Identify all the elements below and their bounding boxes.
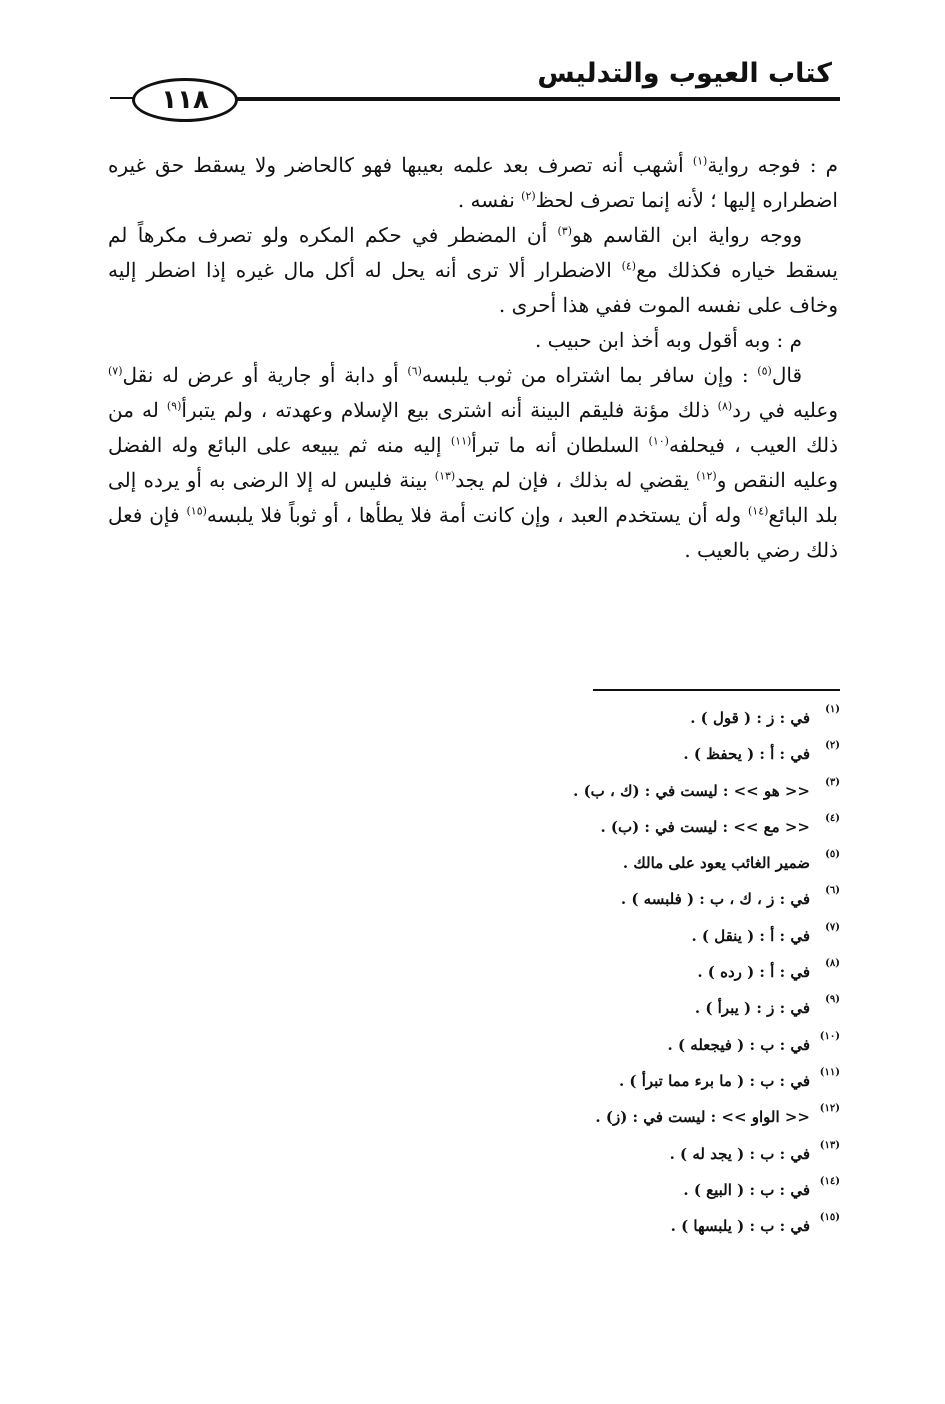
footnote <box>400 990 840 1026</box>
footnote-reference: (٥) <box>757 364 772 378</box>
paragraph-text: أو دابة أو جارية أو عرض له نقل <box>122 363 408 387</box>
footnote <box>400 918 840 954</box>
footnote-number: (١٥) <box>819 1212 840 1224</box>
footnote-text: في : ب : ( فيجعله ) . <box>667 1035 810 1054</box>
header-rule <box>200 97 840 101</box>
footnote-text: في : ز ، ك ، ب : ( فلبسه ) . <box>620 890 810 909</box>
footnote-number: (١٣) <box>819 1139 840 1151</box>
paragraph-text: بينة فليس له إلا الرضى به أو يرده إلى بلد البائع <box>108 468 838 527</box>
paragraph-text: م : وبه أقول وبه أخذ ابن حبيب . <box>534 328 802 352</box>
paragraph-text: الاضطرار ألا ترى أنه يحل له أكل مال غيره إذا اضطر إليه وخاف على نفسه الموت ففي هذا أحرى . <box>108 258 838 317</box>
footnote-reference: (٩) <box>166 399 182 413</box>
footnote-reference: (١١) <box>450 434 472 448</box>
paragraph-text: إليه منه ثم يبيعه على البائع وله الفضل وعليه النقص و <box>108 433 839 492</box>
footnote-number: (١٢) <box>819 1103 840 1115</box>
footnote-number: (٧) <box>825 921 840 933</box>
footnote-reference: (١٣) <box>434 469 456 483</box>
footnote-text: في : ب : ( يجد له ) . <box>669 1144 810 1163</box>
footnote-reference: (٣) <box>557 224 572 238</box>
footnote-text: في : ب : ( ما برء مما تبرأ ) . <box>618 1071 810 1090</box>
paragraph-text: ذلك مؤنة فليقم البينة أنه اشترى بيع الإسلام وعهدته ، ولم يتبرأ <box>181 398 718 422</box>
footnote-reference: (١٤) <box>748 504 769 518</box>
paragraph <box>108 148 838 218</box>
footnote-reference: (٧) <box>108 364 123 378</box>
footnote-text: في : ز : ( يبرأ ) . <box>694 999 810 1018</box>
footnote-number: (٦) <box>825 885 840 897</box>
footnote-number: (١٤) <box>819 1175 840 1187</box>
footnote-number: (٩) <box>825 994 840 1006</box>
paragraph-text: أن المضطر في حكم المكره ولو تصرف مكرهاً لم يسقط خياره فكذلك مع <box>108 223 838 282</box>
footnote <box>400 881 840 917</box>
footnote <box>400 1208 840 1244</box>
paragraph-text: : وإن سافر بما اشتراه من ثوب يلبسه <box>421 363 758 387</box>
footnote-number: (١٠) <box>819 1030 840 1042</box>
paragraph-text: ووجه رواية ابن القاسم هو <box>571 223 802 247</box>
footnote-text: في : أ : ( يحفظ ) . <box>683 745 810 764</box>
paragraph <box>108 358 838 568</box>
footnote <box>400 1063 840 1099</box>
page-header <box>110 50 840 120</box>
footnote-number: (٨) <box>825 958 840 970</box>
footnote-text: في : أ : ( ينقل ) . <box>691 926 810 945</box>
footnote-text: ضمير الغائب يعود على مالك . <box>622 854 810 873</box>
footnote <box>400 1027 840 1063</box>
paragraph-text: له من ذلك العيب ، فيحلفه <box>108 398 839 457</box>
book-title: كتاب العيوب والتدليس <box>537 58 832 89</box>
paragraph-text: م : فوجه رواية <box>707 153 838 177</box>
footnote-text: في : ز : ( قول ) . <box>690 709 810 727</box>
paragraph-text: فإن فعل ذلك رضي بالعيب . <box>108 503 838 562</box>
footnote-reference: (٨) <box>717 399 733 413</box>
footnote-reference: (٤) <box>621 259 637 273</box>
footnote <box>400 1099 840 1135</box>
paragraph-text: يقضي له بذلك ، فإن لم يجد <box>455 468 697 492</box>
footnote-reference: (١٠) <box>648 434 669 448</box>
footnote-number: (١١) <box>819 1066 840 1078</box>
paragraph-text: أشهب أنه تصرف بعد علمه بعيبها فهو كالحاضر ولا يسقط حق غيره اضطراره إليها ؛ لأنه إنما تصرف لحظ <box>108 153 838 212</box>
footnote-text: في : أ : ( رده ) . <box>697 963 810 982</box>
footnotes-list <box>400 700 840 1244</box>
footnote-text: << مع >> : ليست في : (ب) . <box>600 817 810 836</box>
paragraph-text: وعليه في رد <box>732 398 838 422</box>
paragraph <box>108 218 838 323</box>
footnote <box>400 809 840 845</box>
page-number: ١١٨ <box>132 78 238 122</box>
paragraph <box>108 323 838 358</box>
footnote-reference: (١٢) <box>696 469 717 483</box>
footnote-reference: (٦) <box>407 364 422 378</box>
paragraph-text: قال <box>771 363 802 387</box>
footnote-text: << هو >> : ليست في : (ك ، ب) . <box>573 781 810 800</box>
footnote-separator <box>593 689 840 691</box>
footnote-number: (٢) <box>825 740 840 752</box>
footnote-text: في : ب : ( البيع ) . <box>683 1180 810 1199</box>
main-text <box>108 148 838 568</box>
footnote <box>400 700 840 736</box>
footnote-reference: (٢) <box>521 189 536 203</box>
footnote-number: (٣) <box>825 776 840 788</box>
footnote <box>400 1136 840 1172</box>
footnote <box>400 845 840 881</box>
paragraph-text: وله أن يستخدم العبد ، وإن كانت أمة فلا يطأها ، أو ثوباً فلا يلبسه <box>206 503 748 527</box>
footnote-text: في : ب : ( يلبسها ) . <box>670 1217 810 1236</box>
footnote-number: (١) <box>825 704 840 715</box>
paragraph-text: نفسه . <box>457 188 522 212</box>
footnote <box>400 954 840 990</box>
footnote-number: (٥) <box>825 849 840 861</box>
footnote-text: << الواو >> : ليست في : (ز) . <box>595 1108 810 1127</box>
footnote <box>400 1172 840 1208</box>
footnote-reference: (١٥) <box>186 504 207 518</box>
footnote-reference: (١) <box>692 154 708 168</box>
footnote <box>400 773 840 809</box>
footnote-number: (٤) <box>825 812 840 824</box>
footnote <box>400 736 840 772</box>
paragraph-text: السلطان أنه ما تبرأ <box>471 433 649 457</box>
